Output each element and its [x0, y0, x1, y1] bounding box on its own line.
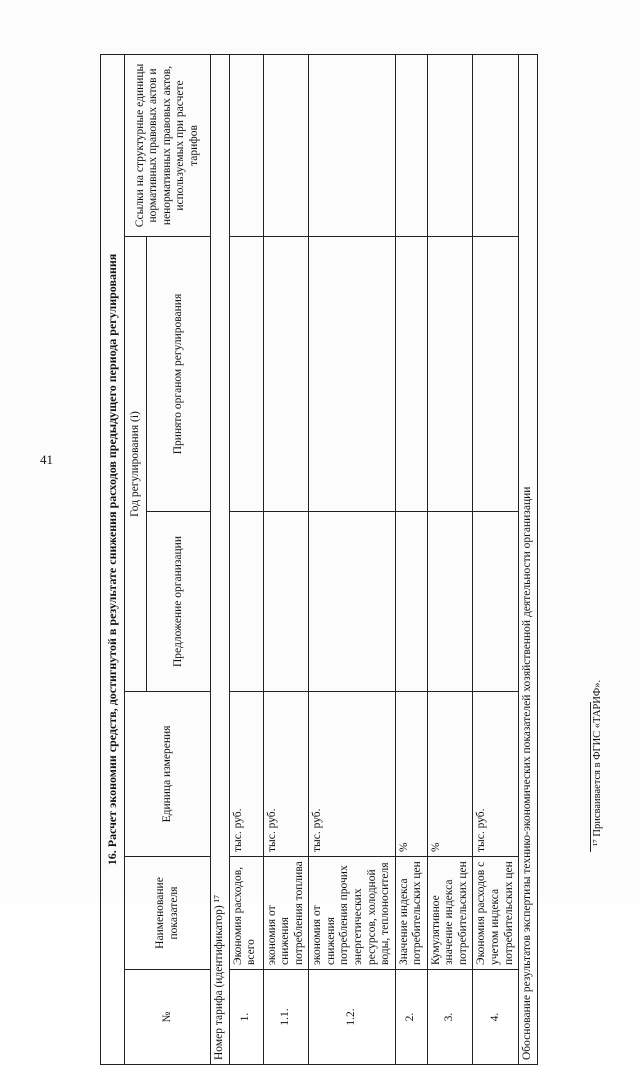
header-regulation-year: Год регулирования (i) — [125, 237, 147, 692]
footnote-divider — [590, 702, 591, 852]
row-indicator-name: экономия от снижения потребления прочих энергетических ресурсов, холодной воды, теплоносителя — [309, 857, 395, 970]
row-accepted-value — [229, 237, 263, 512]
justification-row: Обоснование результатов экспертизы технико-экономических показателей хозяйственной деятельности организации — [519, 54, 538, 1064]
row-indicator-name: Экономия расходов, всего — [229, 857, 263, 970]
header-indicator-name: Наименование показателя — [125, 857, 211, 970]
row-reference-value — [395, 54, 427, 236]
row-proposal-value — [229, 512, 263, 692]
rotated-table-container — [100, 55, 534, 1065]
row-accepted-value — [263, 237, 309, 512]
table-row — [309, 54, 395, 1064]
header-accepted-by-regulator: Принято органом регулирования — [147, 237, 211, 512]
row-unit: тыс. руб. — [309, 692, 395, 857]
row-reference-value — [229, 54, 263, 236]
row-unit: % — [427, 692, 473, 857]
table-row — [427, 54, 473, 1064]
row-reference-value — [473, 54, 519, 236]
tariff-number-row: Номер тарифа (идентификатор) ¹⁷ — [211, 54, 230, 1064]
table-row — [229, 54, 263, 1064]
row-indicator-name: экономия от снижения потребления топлива — [263, 857, 309, 970]
row-number: 1.2. — [309, 970, 395, 1065]
page-number: 41 — [40, 452, 53, 467]
row-unit: % — [395, 692, 427, 857]
row-number: 3. — [427, 970, 473, 1065]
row-number: 4. — [473, 970, 519, 1065]
row-accepted-value — [427, 237, 473, 512]
row-unit: тыс. руб. — [473, 692, 519, 857]
row-accepted-value — [309, 237, 395, 512]
row-indicator-name: Экономия расходов с учетом индекса потребительских цен — [473, 857, 519, 970]
row-number: 1. — [229, 970, 263, 1065]
row-unit: тыс. руб. — [229, 692, 263, 857]
row-accepted-value — [395, 237, 427, 512]
row-indicator-name: Значение индекса потребительских цен — [395, 857, 427, 970]
table-row — [395, 54, 427, 1064]
row-reference-value — [309, 54, 395, 236]
row-reference-value — [263, 54, 309, 236]
header-organization-proposal: Предложение организации — [147, 512, 211, 692]
footnote: ¹⁷ Присваивается в ФГИС «ТАРИФ». — [592, 679, 603, 846]
row-reference-value — [427, 54, 473, 236]
header-unit: Единица измерения — [125, 692, 211, 857]
header-legal-references: Ссылки на структурные единицы нормативных правовых актов и ненормативных правовых актов, используемых при расчете тарифов — [125, 54, 211, 236]
header-number: № — [125, 970, 211, 1065]
row-unit: тыс. руб. — [263, 692, 309, 857]
row-number: 2. — [395, 970, 427, 1065]
row-indicator-name: Кумулятивное значение индекса потребительских цен — [427, 857, 473, 970]
row-number: 1.1. — [263, 970, 309, 1065]
table-row — [473, 54, 519, 1064]
row-proposal-value — [427, 512, 473, 692]
table-title: 16. Расчет экономии средств, достигнутой в результате снижения расходов предыдущего периода регулирования — [101, 54, 125, 1064]
table-row — [263, 54, 309, 1064]
expense-savings-table — [100, 54, 538, 1065]
row-proposal-value — [395, 512, 427, 692]
row-proposal-value — [263, 512, 309, 692]
row-proposal-value — [309, 512, 395, 692]
row-proposal-value — [473, 512, 519, 692]
row-accepted-value — [473, 237, 519, 512]
